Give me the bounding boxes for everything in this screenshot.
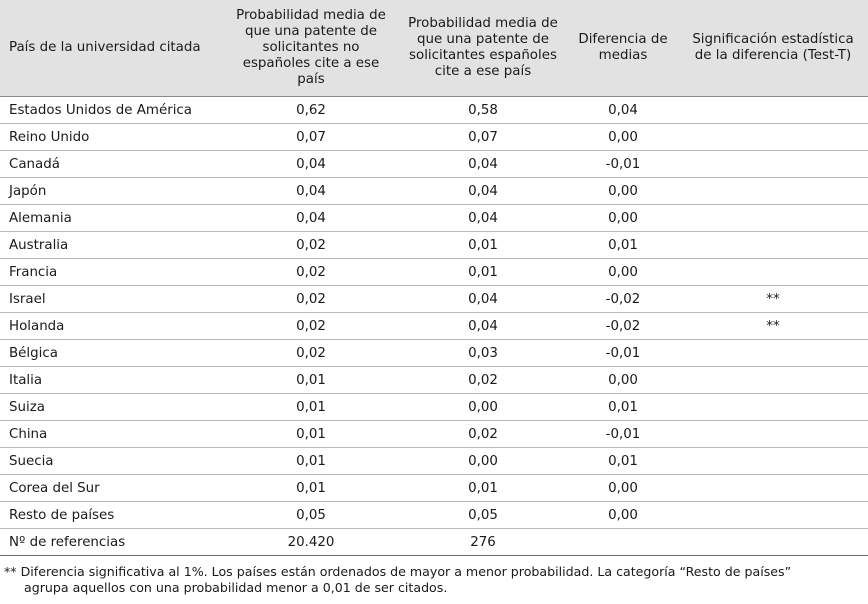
cell-prob-spanish: 0,05	[398, 502, 568, 529]
cell-prob-non-spanish: 0,04	[224, 178, 398, 205]
cell-prob-spanish: 0,07	[398, 124, 568, 151]
cell-prob-non-spanish: 0,04	[224, 205, 398, 232]
cell-significance	[678, 448, 868, 475]
cell-prob-non-spanish: 0,62	[224, 97, 398, 124]
cell-prob-spanish: 0,58	[398, 97, 568, 124]
cell-prob-spanish: 0,01	[398, 259, 568, 286]
cell-prob-spanish: 0,04	[398, 313, 568, 340]
cell-difference: 0,00	[568, 367, 678, 394]
cell-prob-spanish: 0,04	[398, 151, 568, 178]
table-row	[0, 232, 868, 259]
table-row	[0, 286, 868, 313]
cell-prob-non-spanish: 0,02	[224, 259, 398, 286]
cell-significance	[678, 151, 868, 178]
cell-difference: 0,00	[568, 124, 678, 151]
cell-difference: -0,01	[568, 151, 678, 178]
footnote-line-2: agrupa aquellos con una probabilidad menor a 0,01 de ser citados.	[24, 580, 448, 595]
table-row	[0, 448, 868, 475]
table-row	[0, 97, 868, 124]
cell-significance	[678, 232, 868, 259]
cell-country: China	[0, 421, 224, 448]
cell-prob-non-spanish: 0,02	[224, 286, 398, 313]
cell-prob-non-spanish: 0,01	[224, 448, 398, 475]
cell-difference: -0,01	[568, 421, 678, 448]
cell-significance	[678, 178, 868, 205]
cell-difference	[568, 529, 678, 556]
cell-prob-non-spanish: 0,05	[224, 502, 398, 529]
cell-prob-spanish: 0,04	[398, 178, 568, 205]
table-row	[0, 124, 868, 151]
table-row	[0, 394, 868, 421]
cell-prob-spanish: 0,01	[398, 475, 568, 502]
cell-significance	[678, 394, 868, 421]
cell-prob-spanish: 0,01	[398, 232, 568, 259]
cell-country: Bélgica	[0, 340, 224, 367]
header-significance: Significación estadística de la diferencia (Test-T)	[678, 0, 868, 97]
header-mean-difference: Diferencia de medias	[568, 0, 678, 97]
cell-prob-spanish: 276	[398, 529, 568, 556]
cell-significance: **	[678, 286, 868, 313]
header-country: País de la universidad citada	[0, 0, 224, 97]
cell-country: Holanda	[0, 313, 224, 340]
cell-prob-spanish: 0,02	[398, 367, 568, 394]
cell-significance	[678, 340, 868, 367]
cell-country: Israel	[0, 286, 224, 313]
table-row	[0, 340, 868, 367]
table-row	[0, 502, 868, 529]
cell-prob-non-spanish: 0,04	[224, 151, 398, 178]
cell-prob-non-spanish: 0,01	[224, 421, 398, 448]
cell-prob-spanish: 0,02	[398, 421, 568, 448]
cell-prob-spanish: 0,00	[398, 448, 568, 475]
cell-difference: 0,01	[568, 232, 678, 259]
cell-country: Francia	[0, 259, 224, 286]
table-row	[0, 151, 868, 178]
cell-difference: 0,00	[568, 178, 678, 205]
cell-difference: 0,01	[568, 448, 678, 475]
table-row	[0, 421, 868, 448]
cell-significance	[678, 367, 868, 394]
table-row	[0, 367, 868, 394]
cell-significance	[678, 529, 868, 556]
cell-country: Italia	[0, 367, 224, 394]
cell-difference: 0,04	[568, 97, 678, 124]
cell-country: Estados Unidos de América	[0, 97, 224, 124]
table-body	[0, 97, 868, 556]
cell-country: Japón	[0, 178, 224, 205]
cell-difference: -0,02	[568, 313, 678, 340]
cell-prob-non-spanish: 20.420	[224, 529, 398, 556]
cell-prob-spanish: 0,04	[398, 286, 568, 313]
footnote-line-1: ** Diferencia significativa al 1%. Los países están ordenados de mayor a menor probabilidad. La categoría “Resto de países”	[4, 564, 792, 579]
cell-significance	[678, 421, 868, 448]
table-row	[0, 475, 868, 502]
footnote	[0, 556, 868, 596]
cell-country: Canadá	[0, 151, 224, 178]
cell-difference: -0,01	[568, 340, 678, 367]
cell-prob-non-spanish: 0,01	[224, 394, 398, 421]
cell-significance	[678, 205, 868, 232]
cell-prob-spanish: 0,03	[398, 340, 568, 367]
cell-difference: 0,00	[568, 502, 678, 529]
cell-country: Reino Unido	[0, 124, 224, 151]
cell-difference: 0,00	[568, 259, 678, 286]
cell-significance	[678, 97, 868, 124]
cell-difference: 0,01	[568, 394, 678, 421]
cell-difference: -0,02	[568, 286, 678, 313]
cell-significance	[678, 124, 868, 151]
cell-country: Corea del Sur	[0, 475, 224, 502]
cell-prob-spanish: 0,04	[398, 205, 568, 232]
header-row	[0, 0, 868, 97]
table-row	[0, 313, 868, 340]
cell-country: Nº de referencias	[0, 529, 224, 556]
header-prob-non-spanish: Probabilidad media de que una patente de solicitantes no españoles cite a ese país	[224, 0, 398, 97]
cell-prob-non-spanish: 0,02	[224, 340, 398, 367]
cell-prob-non-spanish: 0,01	[224, 475, 398, 502]
cell-prob-non-spanish: 0,01	[224, 367, 398, 394]
cell-prob-non-spanish: 0,02	[224, 313, 398, 340]
cell-prob-spanish: 0,00	[398, 394, 568, 421]
cell-country: Australia	[0, 232, 224, 259]
table-row	[0, 205, 868, 232]
cell-country: Suiza	[0, 394, 224, 421]
table-header	[0, 0, 868, 97]
cell-difference: 0,00	[568, 205, 678, 232]
cell-country: Resto de países	[0, 502, 224, 529]
cell-prob-non-spanish: 0,02	[224, 232, 398, 259]
cell-difference: 0,00	[568, 475, 678, 502]
cell-significance	[678, 475, 868, 502]
cell-significance	[678, 502, 868, 529]
cell-prob-non-spanish: 0,07	[224, 124, 398, 151]
cell-country: Suecia	[0, 448, 224, 475]
table-row	[0, 529, 868, 556]
cell-significance: **	[678, 313, 868, 340]
table-row	[0, 259, 868, 286]
cell-significance	[678, 259, 868, 286]
table-row	[0, 178, 868, 205]
cell-country: Alemania	[0, 205, 224, 232]
header-prob-spanish: Probabilidad media de que una patente de solicitantes españoles cite a ese país	[398, 0, 568, 97]
